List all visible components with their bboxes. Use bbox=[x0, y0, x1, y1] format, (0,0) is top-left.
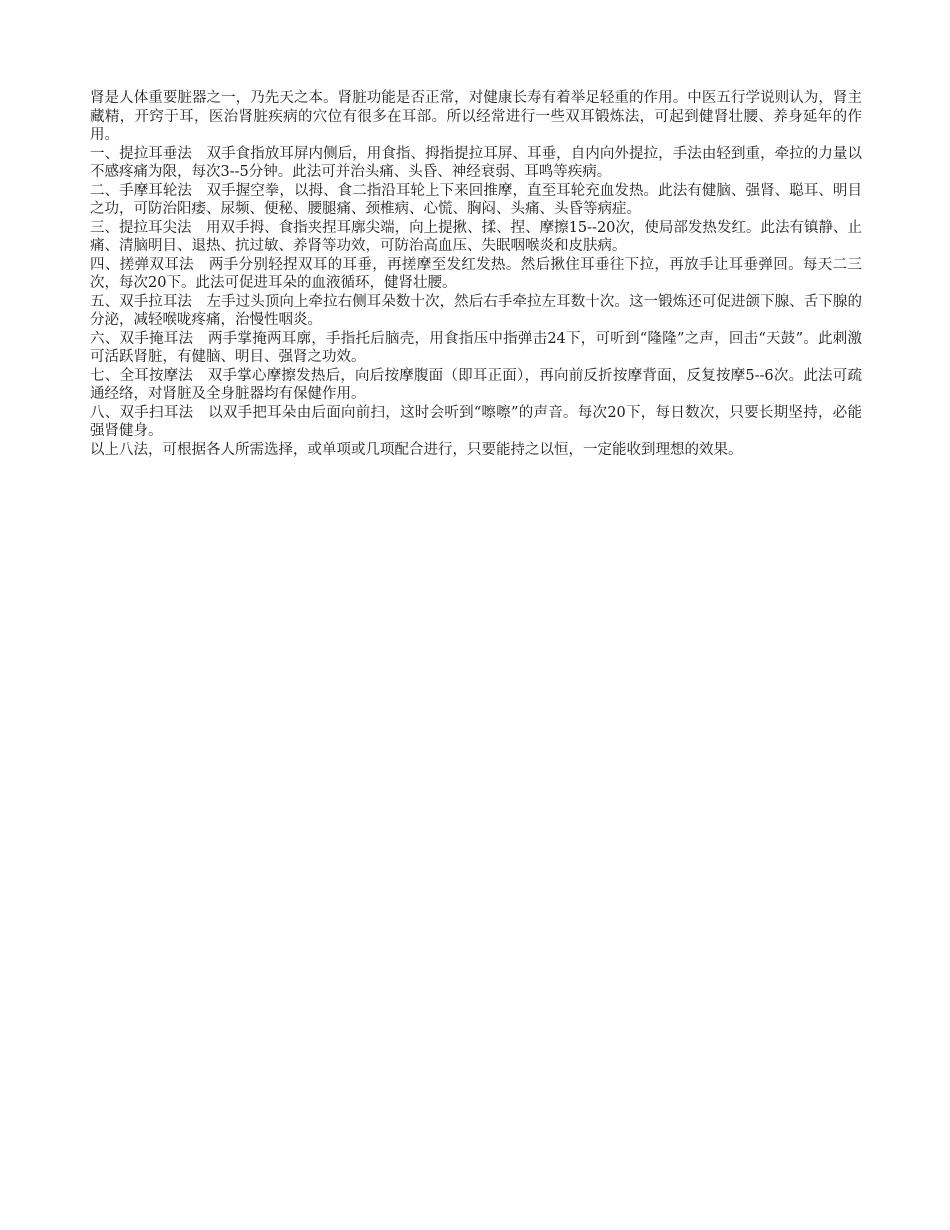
method-7-paragraph: 七、全耳按摩法 双手掌心摩擦发热后，向后按摩腹面（即耳正面），再向前反折按摩背面，反复按摩5--6次。此法可疏通经络，对肾脏及全身脏器均有保健作用。 bbox=[90, 367, 862, 402]
intro-paragraph: 肾是人体重要脏器之一，乃先天之本。肾脏功能是否正常，对健康长寿有着举足轻重的作用。中医五行学说则认为，肾主藏精，开窍于耳，医治肾脏疾病的穴位有很多在耳部。所以经常进行一些双耳锻炼法，可起到健肾壮腰、养身延年的作用。 bbox=[90, 90, 862, 143]
method-8-paragraph: 八、双手扫耳法 以双手把耳朵由后面向前扫，这时会听到“嚓嚓”的声音。每次20下，每日数次，只要长期坚持，必能强肾健身。 bbox=[90, 404, 862, 439]
method-5-paragraph: 五、双手拉耳法 左手过头顶向上牵拉右侧耳朵数十次，然后右手牵拉左耳数十次。这一锻炼还可促进颌下腺、舌下腺的分泌，减轻喉咙疼痛，治慢性咽炎。 bbox=[90, 293, 862, 328]
conclusion-paragraph: 以上八法，可根据各人所需选择，或单项或几项配合进行，只要能持之以恒，一定能收到理想的效果。 bbox=[90, 441, 743, 458]
method-2-paragraph: 二、手摩耳轮法 双手握空拳，以拇、食二指沿耳轮上下来回推摩，直至耳轮充血发热。此法有健脑、强肾、聪耳、明目之功，可防治阳痿、尿频、便秘、腰腿痛、颈椎病、心慌、胸闷、头痛、头昏等病症。 bbox=[90, 182, 862, 217]
document-body bbox=[90, 89, 862, 459]
method-6-paragraph: 六、双手掩耳法 两手掌掩两耳廓，手指托后脑壳，用食指压中指弹击24下，可听到“隆隆”之声，回击“天鼓”。此刺激可活跃肾脏，有健脑、明目、强肾之功效。 bbox=[90, 330, 862, 365]
method-3-paragraph: 三、提拉耳尖法 用双手拇、食指夹捏耳廓尖端，向上提揪、揉、捏、摩擦15--20次，使局部发热发红。此法有镇静、止痛、清脑明目、退热、抗过敏、养肾等功效，可防治高血压、失眠咽喉炎和皮肤病。 bbox=[90, 219, 862, 254]
method-4-paragraph: 四、搓弹双耳法 两手分别轻捏双耳的耳垂，再搓摩至发红发热。然后揪住耳垂往下拉，再放手让耳垂弹回。每天二三次，每次20下。此法可促进耳朵的血液循环，健肾壮腰。 bbox=[90, 256, 862, 291]
method-1-paragraph: 一、提拉耳垂法 双手食指放耳屏内侧后，用食指、拇指提拉耳屏、耳垂，自内向外提拉，手法由轻到重，牵拉的力量以不感疼痛为限，每次3--5分钟。此法可并治头痛、头昏、神经衰弱、耳鸣等疾病。 bbox=[90, 145, 862, 180]
